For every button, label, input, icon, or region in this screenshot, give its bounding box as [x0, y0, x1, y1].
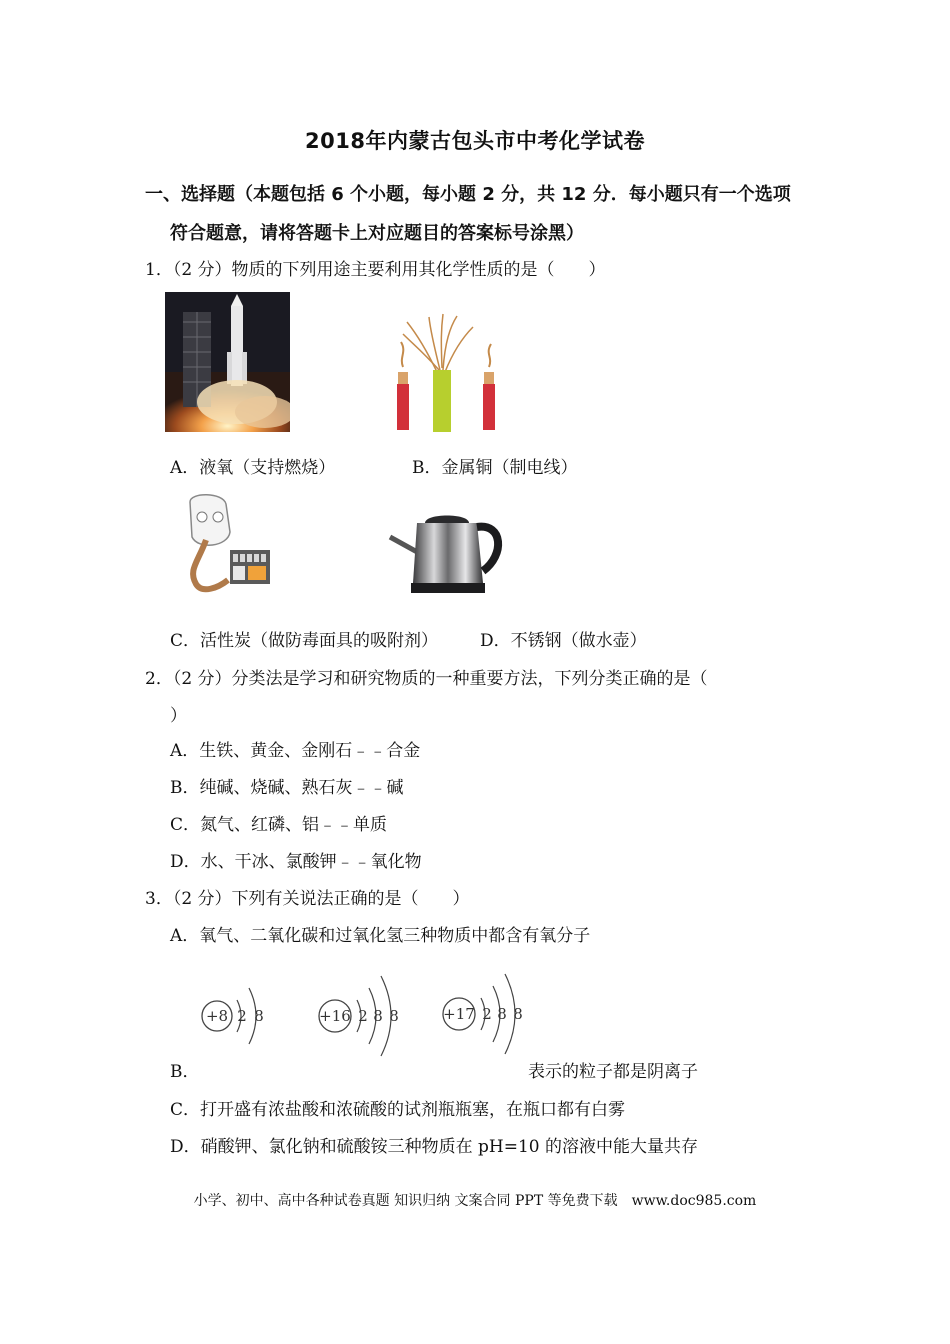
q3-option-b-label: B．	[170, 1062, 200, 1082]
q1-stem: 1．（2 分）物质的下列用途主要利用其化学性质的是（ ）	[145, 260, 606, 280]
nucleus-label-3: +17	[443, 1005, 475, 1023]
section-heading-line2: 符合题意，请将答题卡上对应题目的答案标号涂黑）	[170, 223, 584, 244]
q2-option-c: C．氮气、红磷、铝﹣﹣单质	[170, 815, 388, 835]
electron-count-1-2: 8	[254, 1007, 264, 1025]
electron-count-3-3: 8	[513, 1005, 523, 1023]
atom-diagram-1	[202, 988, 264, 1044]
atomic-structure-diagrams	[195, 958, 535, 1058]
q1-option-d: D．不锈钢（做水壶）	[480, 631, 647, 651]
atom-diagram-3	[443, 974, 523, 1054]
q1-option-c: C．活性炭（做防毒面具的吸附剂）	[170, 631, 439, 651]
q3-option-b-text: 表示的粒子都是阴离子	[528, 1062, 698, 1082]
electron-count-3-1: 2	[482, 1005, 492, 1023]
kettle-image	[385, 505, 510, 600]
q3-stem: 3．（2 分）下列有关说法正确的是（ ）	[145, 889, 470, 909]
electron-count-2-2: 8	[373, 1007, 383, 1025]
nucleus-label-2: +16	[319, 1007, 351, 1025]
gas-mask-image	[178, 492, 278, 600]
page-footer: 小学、初中、高中各种试卷真题 知识归纳 文案合同 PPT 等免费下载 www.doc985.com	[193, 1193, 757, 1209]
q1-option-b: B．金属铜（制电线）	[412, 458, 578, 478]
q2-stem-close: ）	[170, 706, 187, 726]
electron-count-2-3: 8	[389, 1007, 399, 1025]
q3-option-c: C．打开盛有浓盐酸和浓硫酸的试剂瓶瓶塞，在瓶口都有白雾	[170, 1100, 626, 1120]
q2-option-b: B．纯碱、烧碱、熟石灰﹣﹣碱	[170, 778, 404, 798]
electron-count-1-1: 2	[237, 1007, 247, 1025]
q3-option-d: D．硝酸钾、氯化钠和硫酸铵三种物质在 pH=10 的溶液中能大量共存	[170, 1137, 699, 1157]
q2-stem: 2．（2 分）分类法是学习和研究物质的一种重要方法，下列分类正确的是（	[145, 669, 708, 689]
section-heading-line1: 一、选择题（本题包括 6 个小题，每小题 2 分，共 12 分．每小题只有一个选项	[145, 184, 791, 205]
q2-option-d: D．水、干冰、氯酸钾﹣﹣氧化物	[170, 852, 422, 872]
electron-count-2-1: 2	[358, 1007, 368, 1025]
atom-diagram-2	[319, 976, 399, 1056]
copper-wire-image	[385, 312, 505, 437]
electron-count-3-2: 8	[497, 1005, 507, 1023]
q3-option-a: A．氧气、二氧化碳和过氧化氢三种物质中都含有氧分子	[170, 926, 591, 946]
page-title: 2018年内蒙古包头市中考化学试卷	[305, 129, 645, 153]
rocket-launch-image	[165, 292, 290, 432]
q2-option-a: A．生铁、黄金、金刚石﹣﹣合金	[170, 741, 421, 761]
q1-option-a: A．液氧（支持燃烧）	[170, 458, 336, 478]
nucleus-label-1: +8	[205, 1007, 229, 1025]
